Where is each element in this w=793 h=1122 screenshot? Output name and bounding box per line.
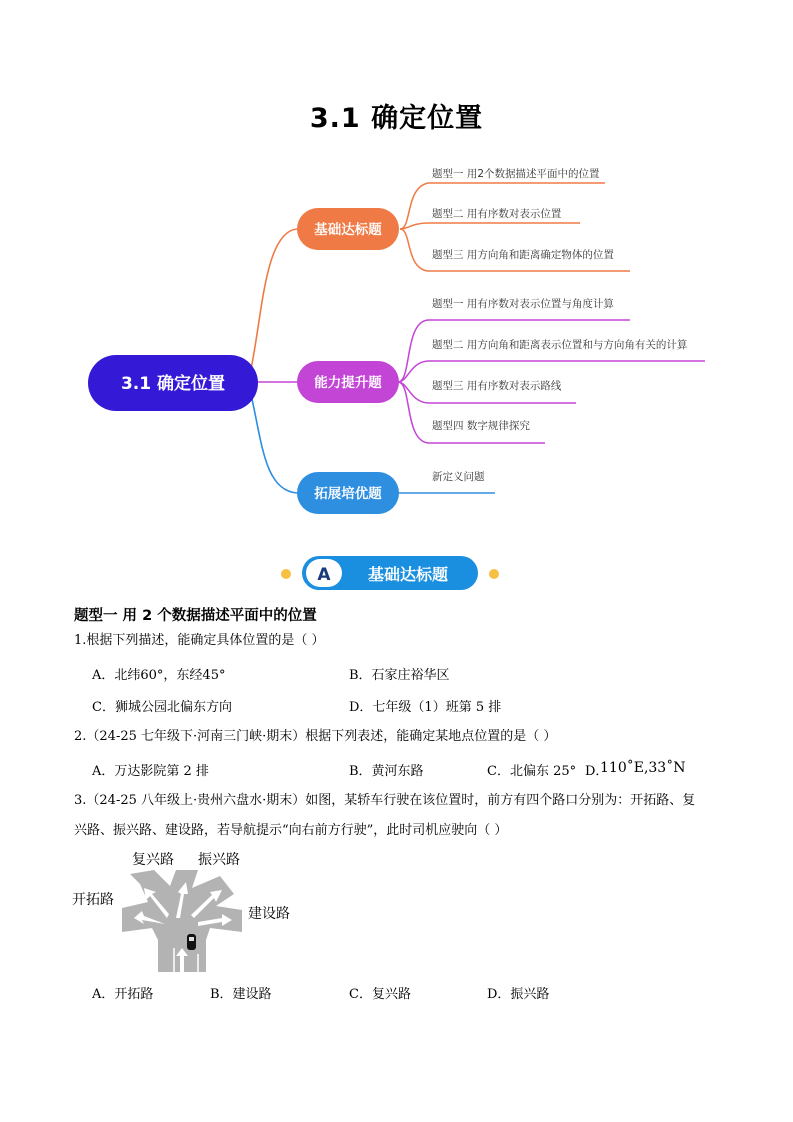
intersection-figure <box>70 848 310 972</box>
leaf-label: 题型四 数字规律探究 <box>432 420 530 432</box>
label-jianshe-road: 建设路 <box>248 906 290 922</box>
q2-option-d: D． <box>585 764 609 779</box>
section-heading: 题型一 用 2 个数据描述平面中的位置 <box>74 608 317 624</box>
car-icon <box>187 934 196 950</box>
page-title: 3.1 确定位置 <box>309 103 484 134</box>
banner-text: 基础达标题 <box>367 565 449 584</box>
leaf-label: 题型二 用方向角和距离表示位置和与方向角有关的计算 <box>432 339 688 351</box>
q2-option-c: C．北偏东 25° <box>487 764 577 779</box>
q3-option-a: A．开拓路 <box>92 987 154 1002</box>
branch-label-ability: 能力提升题 <box>314 375 382 391</box>
connector-extend <box>248 382 297 493</box>
question-2-stem: 2.（24-25 七年级下·河南三门峡·期末）根据下列表述，能确定某地点位置的是（ ） <box>74 729 557 744</box>
leaf-label: 题型三 用有序数对表示路线 <box>432 380 562 392</box>
q3-option-b: B．建设路 <box>210 987 272 1002</box>
banner-letter: A <box>317 565 331 585</box>
q3-option-d: D．振兴路 <box>487 987 550 1002</box>
q2-option-a: A．万达影院第 2 排 <box>92 764 209 779</box>
label-kaituo-road: 开拓路 <box>72 892 114 908</box>
branch-label-basic: 基础达标题 <box>314 222 382 238</box>
question-3-stem-line1: 3.（24-25 八年级上·贵州六盘水·期末）如图，某轿车行驶在该位置时，前方有四个路口分别为：开拓路、复 <box>74 793 696 808</box>
leaf-label: 题型二 用有序数对表示位置 <box>432 208 562 220</box>
mind-map <box>0 150 793 530</box>
q2-option-b: B．黄河东路 <box>349 764 424 779</box>
mindmap-root-label: 3.1 确定位置 <box>120 374 226 394</box>
leaf-label: 题型一 用有序数对表示位置与角度计算 <box>432 298 614 310</box>
leaf-label: 题型一 用2个数据描述平面中的位置 <box>432 168 600 180</box>
label-fuxing-road: 复兴路 <box>132 852 174 868</box>
q1-option-d: D．七年级（1）班第 5 排 <box>349 700 502 715</box>
connector-basic <box>248 229 297 382</box>
question-1-stem: 1.根据下列描述，能确定具体位置的是（ ） <box>74 633 325 648</box>
q1-option-c: C．狮城公园北偏东方向 <box>92 700 232 715</box>
label-zhenxing-road: 振兴路 <box>198 852 240 868</box>
branch-label-extend: 拓展培优题 <box>314 486 382 502</box>
section-banner <box>210 552 570 594</box>
q1-option-b: B．石家庄裕华区 <box>349 668 450 683</box>
q3-option-c: C．复兴路 <box>349 987 411 1002</box>
q1-option-a: A．北纬60°，东经45° <box>92 668 226 683</box>
question-3-stem-line2: 兴路、振兴路、建设路，若导航提示“向右前方行驶”，此时司机应驶向（ ） <box>74 823 508 838</box>
leaf-label: 新定义问题 <box>432 471 485 483</box>
q2-option-d-value: 110˚E,33˚N <box>600 760 686 776</box>
leaf-label: 题型三 用方向角和距离确定物体的位置 <box>432 249 614 261</box>
